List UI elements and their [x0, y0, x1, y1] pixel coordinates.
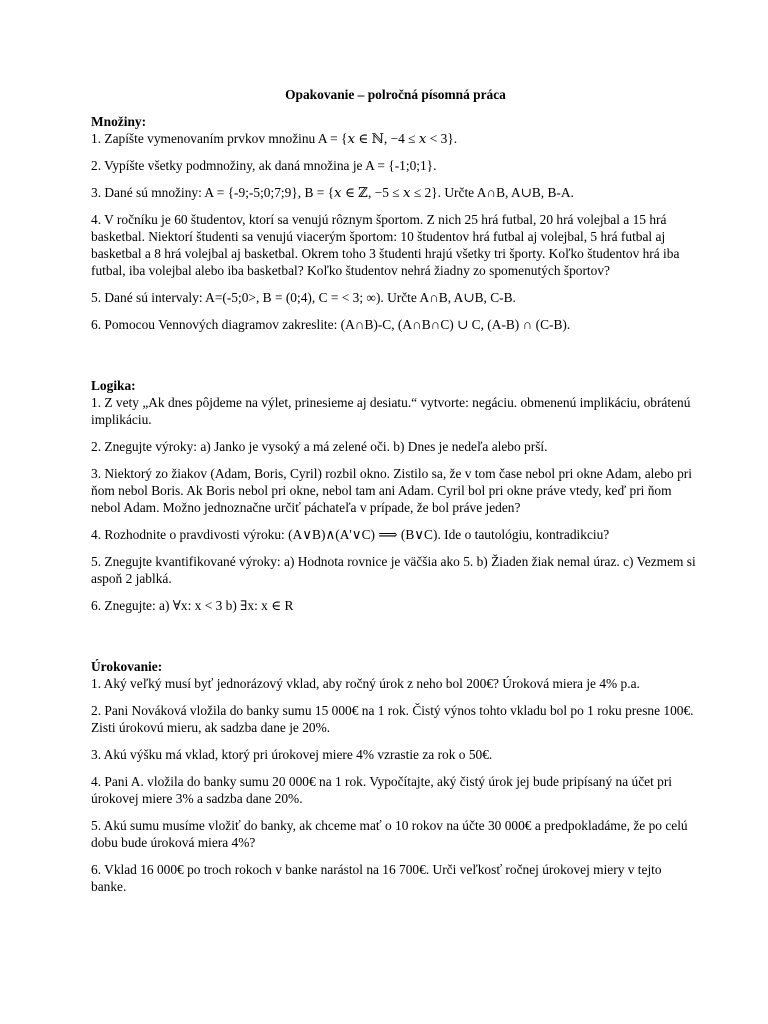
task-item: 6. Znegujte: a) ∀x: x < 3 b) ∃x: x ∈ R	[91, 598, 294, 613]
task-item: 5. Dané sú intervaly: A=(-5;0>, B = (0;4), C = < 3; ∞). Určte A∩B, A∪B, C-B.	[91, 290, 516, 305]
task-item: 3. Akú výšku má vklad, ktorý pri úrokovej miere 4% vzrastie za rok o 50€.	[91, 747, 493, 762]
section-mnoziny	[91, 113, 698, 333]
section-spacer	[91, 624, 698, 658]
section-heading: Logika:	[91, 378, 136, 393]
task-item: 1. Zapíšte vymenovaním prvkov množinu A = {𝑥 ∈ ℕ, −4 ≤ 𝑥 < 3}.	[91, 131, 458, 146]
section-heading: Množiny:	[91, 114, 147, 129]
task-item: 1. Z vety „Ak dnes pôjdeme na výlet, prinesieme aj desiatu.“ vytvorte: negáciu. obmenenú implikáciu, obrátenú implikáciu.	[91, 395, 691, 427]
task-item: 6. Pomocou Vennových diagramov zakreslite: (A∩B)-C, (A∩B∩C) ∪ C, (A-B) ∩ (C-B).	[91, 317, 571, 332]
task-item: 2. Znegujte výroky: a) Janko je vysoký a má zelené oči. b) Dnes je nedeľa alebo prší.	[91, 439, 548, 454]
task-item: 2. Vypíšte všetky podmnožiny, ak daná množina je A = {-1;0;1}.	[91, 158, 437, 173]
task-item: 2. Pani Nováková vložila do banky sumu 15 000€ na 1 rok. Čistý výnos tohto vkladu bol po 1 roku presne 100€. Zisti úrokovú mieru, ak sadzba dane je 20%.	[91, 703, 694, 735]
task-item: 5. Znegujte kvantifikované výroky: a) Hodnota rovnice je väčšia ako 5. b) Žiaden žiak nemal úraz. c) Vezmem si aspoň 2 jablká.	[91, 554, 696, 586]
section-logika	[91, 377, 698, 614]
task-item: 4. Rozhodnite o pravdivosti výroku: (A∨B)∧(A'∨C) ⟹ (B∨C). Ide o tautológiu, kontradikciu?	[91, 527, 610, 542]
task-item: 6. Vklad 16 000€ po troch rokoch v banke narástol na 16 700€. Urči veľkosť ročnej úrokovej miery v tejto banke.	[91, 862, 662, 894]
section-heading: Úrokovanie:	[91, 659, 163, 674]
task-item: 1. Aký veľký musí byť jednorázový vklad, aby ročný úrok z neho bol 200€? Úroková miera je 4% p.a.	[91, 676, 640, 691]
task-item: 5. Akú sumu musíme vložiť do banky, ak chceme mať o 10 rokov na účte 30 000€ a predpokladáme, že po celú dobu bude úroková miera 4%?	[91, 818, 688, 850]
section-urokovanie	[91, 658, 698, 895]
task-item: 4. V ročníku je 60 študentov, ktorí sa venujú rôznym športom. Z nich 25 hrá futbal, 20 hrá volejbal a 15 hrá basketbal. Niektorí študenti sa venujú viacerým športom: 10 študentov hrá futbal aj volejbal, 5 hrá futbal aj basketbal a 8 hrá volejbal aj basketbal. Okrem toho 3 študenti hrajú všetky tri športy. Koľko študentov hrá iba futbal, iba volejbal alebo iba basketbal? Koľko študentov nehrá žiadny zo spomenutých športov?	[91, 212, 680, 278]
task-item: 3. Niektorý zo žiakov (Adam, Boris, Cyril) rozbil okno. Zistilo sa, že v tom čase nebol pri okne Adam, alebo pri ňom nebol Boris. Ak Boris nebol pri okne, nebol tam ani Adam. Cyril bol pri okne práve vtedy, keď pri ňom nebol Adam. Možno jednoznačne určiť páchateľa v prípade, že bol práve jeden?	[91, 466, 692, 515]
document-title: Opakovanie – polročná písomná práca	[285, 87, 506, 102]
section-spacer	[91, 343, 698, 377]
task-item: 4. Pani A. vložila do banky sumu 20 000€ na 1 rok. Vypočítajte, aký čistý úrok jej bude pripísaný na účet pri úrokovej miere 3% a sadzba dane 20%.	[91, 774, 673, 806]
task-item: 3. Dané sú množiny: A = {-9;-5;0;7;9}, B = {𝑥 ∈ ℤ, −5 ≤ 𝑥 ≤ 2}. Určte A∩B, A∪B, B-A.	[91, 185, 574, 200]
